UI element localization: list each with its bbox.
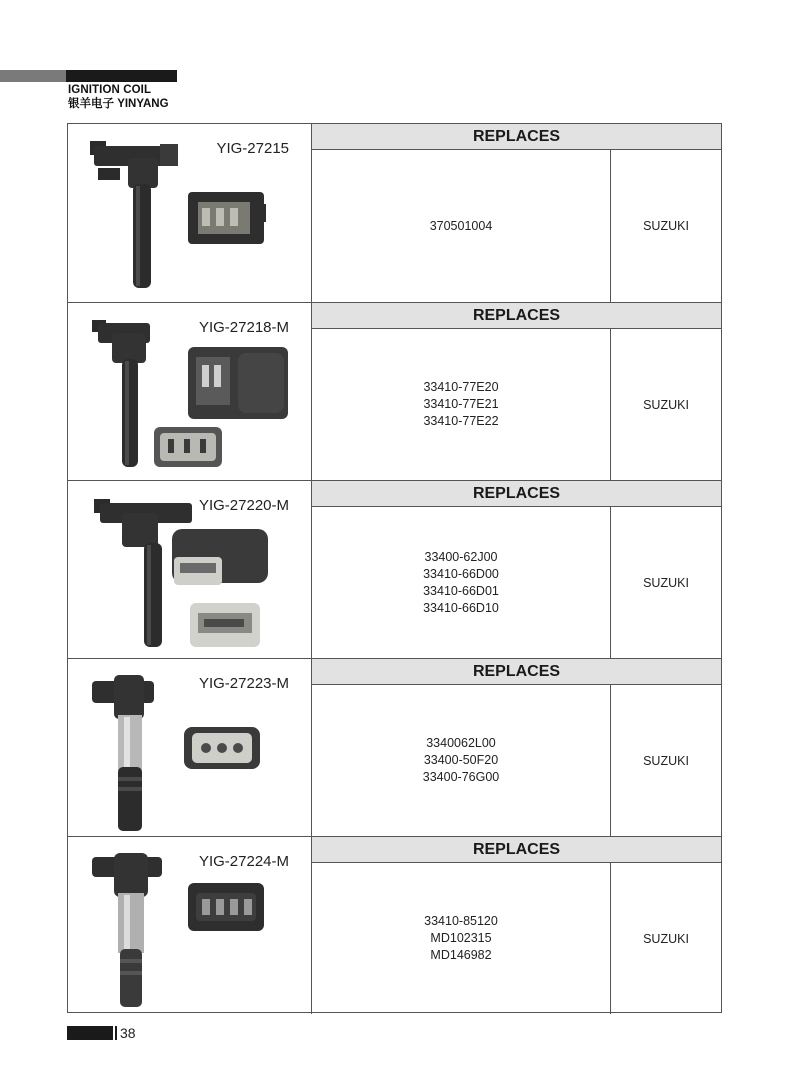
product-code: YIG-27224-M <box>198 853 289 870</box>
product-image-cell <box>68 124 312 302</box>
vehicle-brand: SUZUKI <box>643 219 689 233</box>
part-number: 33400-76G00 <box>422 770 500 784</box>
oem-part-numbers <box>312 685 611 836</box>
part-number: 33410-66D01 <box>423 583 499 598</box>
oem-part-numbers <box>312 863 611 1014</box>
footer-bar <box>67 1026 113 1040</box>
part-number: 33400-62J00 <box>424 549 498 564</box>
product-image-cell <box>68 837 312 1014</box>
part-number: 33410-77E21 <box>423 397 499 411</box>
replaces-header: REPLACES <box>312 124 721 150</box>
product-image-cell <box>68 303 312 480</box>
header-bar-grey <box>0 70 66 82</box>
part-number: 33400-50F20 <box>423 753 499 767</box>
replaces-header: REPLACES <box>312 303 721 329</box>
oem-part-numbers <box>312 507 611 658</box>
product-image-cell <box>68 481 312 658</box>
header-bar-black <box>66 70 177 82</box>
catalog-row <box>68 124 721 302</box>
product-code: YIG-27220-M <box>198 497 289 514</box>
part-number: 33410-77E22 <box>423 414 499 428</box>
part-number: MD102315 <box>430 931 492 945</box>
part-number: MD146982 <box>430 948 492 962</box>
product-image-cell <box>68 659 312 836</box>
part-number: 33410-66D10 <box>423 600 499 615</box>
brand-subtitle: 银羊电子 YINYANG <box>68 98 169 110</box>
part-number: 33410-66D00 <box>423 566 499 581</box>
vehicle-brand: SUZUKI <box>643 575 689 590</box>
catalog-row <box>68 480 721 658</box>
part-number: 33410-77E20 <box>423 380 499 394</box>
part-number: 3340062L00 <box>426 736 496 750</box>
part-number: 370501004 <box>429 218 493 233</box>
catalog-row <box>68 836 721 1014</box>
replaces-header: REPLACES <box>312 837 721 863</box>
vehicle-brand: SUZUKI <box>643 397 689 412</box>
catalog-table <box>67 123 722 1013</box>
product-code: YIG-27218-M <box>198 319 289 336</box>
section-title: IGNITION COIL <box>68 84 152 96</box>
part-number: 33410-85120 <box>424 914 498 928</box>
replaces-header: REPLACES <box>312 659 721 685</box>
vehicle-brand: SUZUKI <box>643 931 689 946</box>
replaces-header: REPLACES <box>312 481 721 507</box>
catalog-row <box>68 302 721 480</box>
oem-part-numbers <box>312 150 611 302</box>
footer-separator <box>115 1026 117 1040</box>
product-code: YIG-27223-M <box>198 675 289 692</box>
vehicle-brand: SUZUKI <box>643 753 689 768</box>
product-code: YIG-27215 <box>216 140 289 157</box>
catalog-row <box>68 658 721 836</box>
oem-part-numbers <box>312 329 611 480</box>
page-number: 38 <box>120 1025 136 1041</box>
